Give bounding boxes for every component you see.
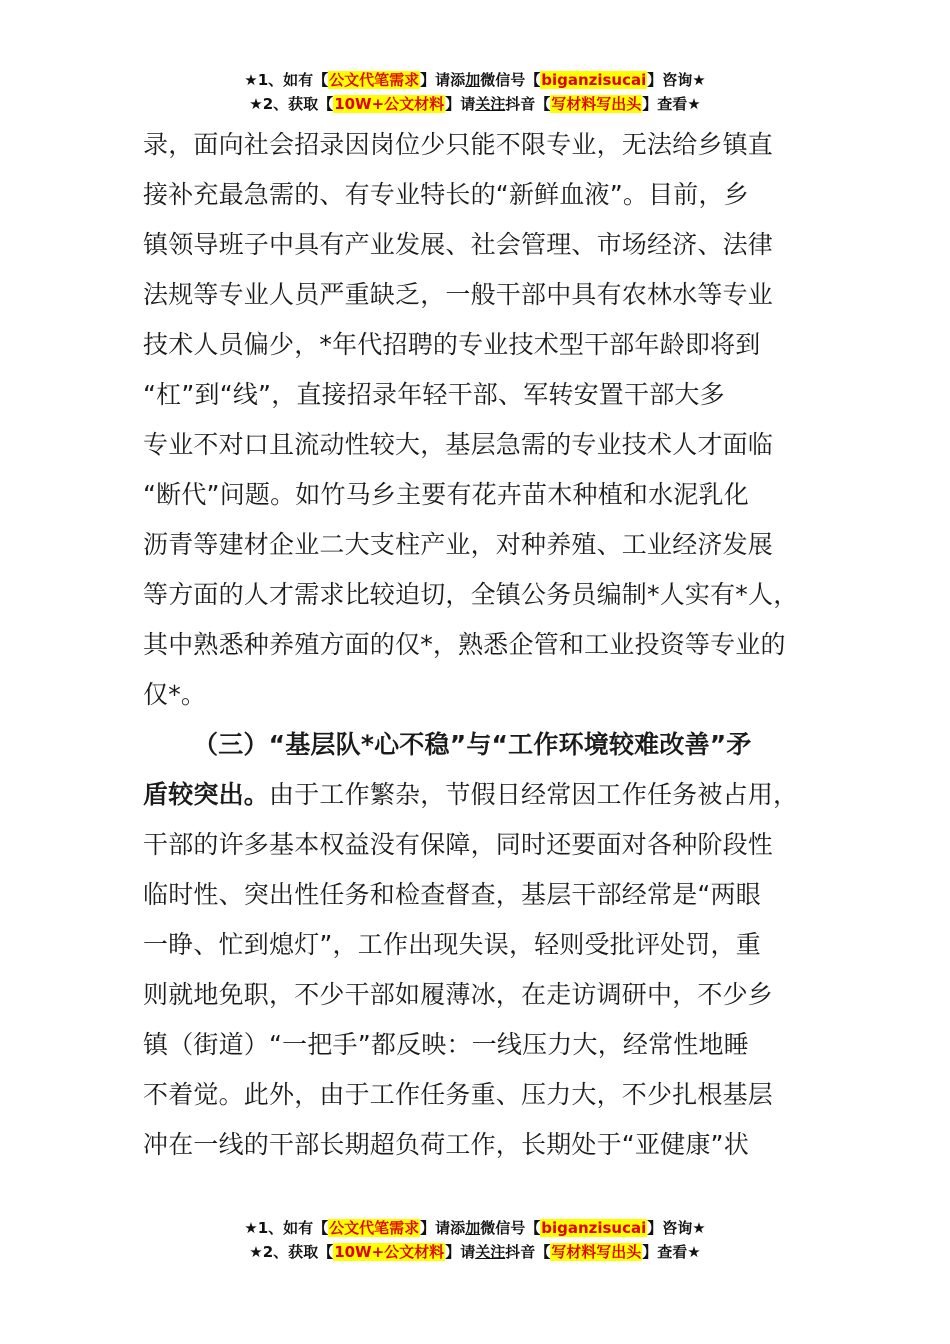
banner-text: 抖音【 [505, 1243, 551, 1261]
banner-highlight: 公文代笔需求 [329, 71, 420, 89]
banner-highlight: 公文代笔需求 [329, 1219, 420, 1237]
body-line: 干部的许多基本权益没有保障，同时还要面对各种阶段性 [143, 830, 774, 859]
banner-highlight: 写材料写出头 [551, 95, 642, 113]
body-line: 冲在一线的干部长期超负荷工作，长期处于“亚健康”状 [143, 1130, 749, 1159]
body-line: 沥青等建材企业二大支柱产业，对种养殖、工业经济发展 [143, 530, 774, 559]
body-line: 不着觉。此外，由于工作任务重、压力大，不少扎根基层 [143, 1080, 774, 1109]
body-line: 接补充最急需的、有专业特长的“新鲜血液”。目前，乡 [143, 180, 749, 209]
banner-text: 】请添 [420, 71, 466, 89]
body-line: 临时性、突出性任务和检查督查，基层干部经常是“两眼 [143, 880, 761, 909]
body-line: “断代”问题。如竹马乡主要有花卉苗木种植和水泥乳化 [143, 480, 749, 509]
banner-text: 】请添 [420, 1219, 466, 1237]
section-heading: （三）“基层队*心不稳”与“工作环境较难改善”矛 [193, 730, 752, 759]
banner-text: ★2、获取【 [249, 95, 334, 113]
banner-text: 】请 [445, 1243, 476, 1261]
body-line: 技术人员偏少，*年代招聘的专业技术型干部年龄即将到 [143, 330, 761, 359]
banner-text: ★1、如有【 [244, 71, 329, 89]
section-heading-continuation [143, 770, 833, 820]
banner-underlined-text: 加 [465, 1219, 481, 1237]
body-line: 一睁、忙到熄灯”，工作出现失误，轻则受批评处罚，重 [143, 930, 761, 959]
footer-banner [0, 1216, 950, 1264]
body-line: 录，面向社会招录因岗位少只能不限专业，无法给乡镇直 [143, 130, 774, 159]
banner-underlined-text: 关注 [475, 1243, 506, 1261]
body-line: 法规等专业人员严重缺乏，一般干部中具有农林水等专业 [143, 280, 774, 309]
banner-highlight: 10W+公文材料 [334, 1243, 445, 1261]
banner-text: ★2、获取【 [249, 1243, 334, 1261]
body-line: 等方面的人才需求比较迫切，全镇公务员编制*人实有*人， [143, 580, 799, 609]
banner-highlight: biganzisucai [541, 1219, 647, 1237]
banner-text: 】查看★ [642, 95, 701, 113]
body-text: 由于工作繁杂，节假日经常因工作任务被占用， [269, 780, 799, 809]
banner-text: 】咨询★ [647, 71, 706, 89]
banner-underlined-text: 关注 [475, 95, 506, 113]
banner-highlight: biganzisucai [541, 71, 647, 89]
body-line: 仅*。 [143, 680, 207, 709]
banner-line-1 [0, 68, 950, 92]
body-line: 镇领导班子中具有产业发展、社会管理、市场经济、法律 [143, 230, 774, 259]
banner-line-1 [0, 1216, 950, 1240]
document-body [143, 120, 833, 1170]
banner-text: 】咨询★ [647, 1219, 706, 1237]
body-line: 镇（街道）“一把手”都反映：一线压力大，经常性地睡 [143, 1030, 749, 1059]
banner-highlight: 写材料写出头 [551, 1243, 642, 1261]
banner-highlight: 10W+公文材料 [334, 95, 445, 113]
banner-text: 微信号【 [480, 71, 541, 89]
section-heading-end: 盾较突出。 [143, 780, 270, 809]
body-line: “杠”到“线”，直接招录年轻干部、军转安置干部大多 [143, 380, 725, 409]
body-line: 则就地免职，不少干部如履薄冰，在走访调研中，不少乡 [143, 980, 774, 1009]
banner-underlined-text: 加 [465, 71, 481, 89]
header-banner [0, 68, 950, 116]
banner-text: ★1、如有【 [244, 1219, 329, 1237]
banner-text: 】请 [445, 95, 476, 113]
body-line: 其中熟悉种养殖方面的仅*，熟悉企管和工业投资等专业的 [143, 630, 786, 659]
body-line: 专业不对口且流动性较大，基层急需的专业技术人才面临 [143, 430, 774, 459]
banner-line-2 [0, 92, 950, 116]
banner-text: 抖音【 [505, 95, 551, 113]
banner-text: 微信号【 [480, 1219, 541, 1237]
banner-line-2 [0, 1240, 950, 1264]
banner-text: 】查看★ [642, 1243, 701, 1261]
